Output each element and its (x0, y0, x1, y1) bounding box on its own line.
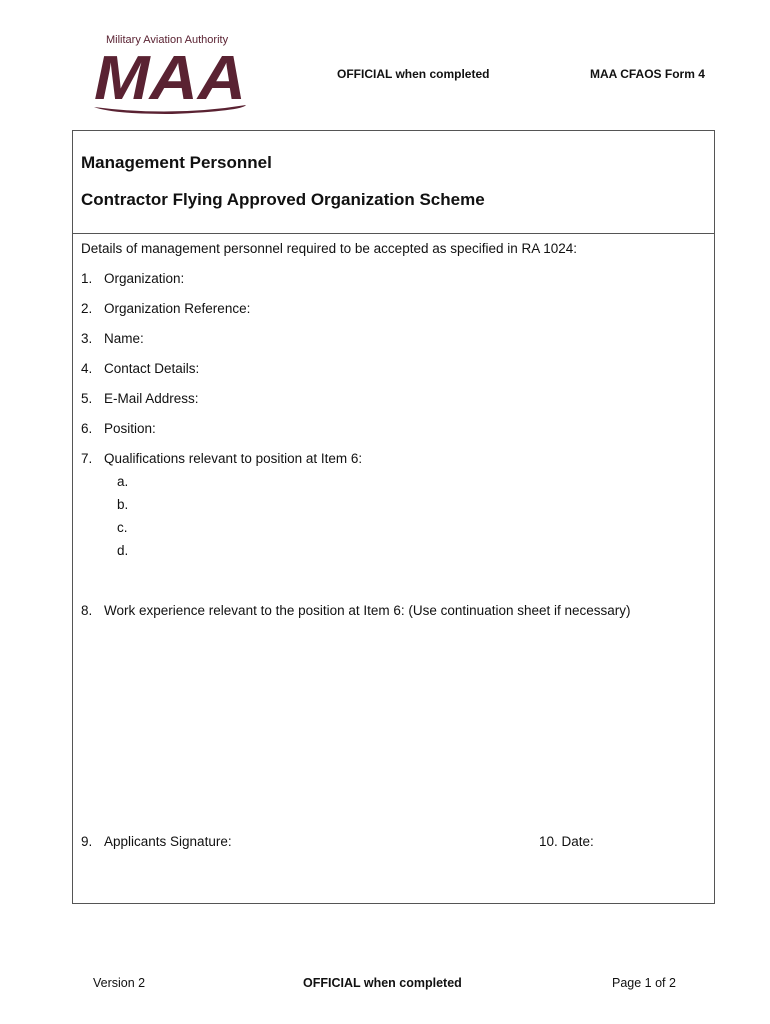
item-label: Position: (104, 421, 156, 436)
item-number: 6. (81, 421, 93, 436)
item-label: E-Mail Address: (104, 391, 199, 406)
maa-logo (92, 34, 252, 116)
footer-official-marking: OFFICIAL when completed (303, 976, 462, 990)
header-official-marking: OFFICIAL when completed (337, 67, 490, 81)
item-number: 2. (81, 301, 93, 316)
field-contact-details[interactable] (81, 361, 199, 376)
title-block (73, 131, 714, 234)
item-number: 7. (81, 451, 93, 466)
item-label: Work experience relevant to the position at Item 6: (Use continuation sheet if necessary) (104, 603, 631, 618)
item-number: 9. (81, 834, 93, 849)
header-form-id: MAA CFAOS Form 4 (590, 67, 705, 81)
field-name[interactable] (81, 331, 144, 346)
item-label: Name: (104, 331, 144, 346)
form-subtitle: Contractor Flying Approved Organization Scheme (81, 190, 485, 209)
form-frame (72, 130, 715, 904)
field-email-address[interactable] (81, 391, 199, 406)
item-label: Contact Details: (104, 361, 200, 376)
field-organization-reference[interactable] (81, 301, 250, 316)
qualification-d[interactable]: d. (117, 543, 129, 558)
item-label: Qualifications relevant to position at Item 6: (104, 451, 363, 466)
footer-page-number: Page 1 of 2 (612, 976, 676, 990)
field-organization[interactable] (81, 271, 184, 286)
item-number: 4. (81, 361, 93, 376)
svg-text:MAA: MAA (94, 47, 246, 113)
qualification-a[interactable]: a. (117, 474, 129, 489)
field-date[interactable]: 10. Date: (539, 834, 594, 849)
item-label: Organization Reference: (104, 301, 251, 316)
qualification-b[interactable]: b. (117, 497, 129, 512)
qualification-c[interactable]: c. (117, 520, 128, 535)
item-number: 5. (81, 391, 93, 406)
form-title: Management Personnel (81, 153, 272, 172)
item-label: Organization: (104, 271, 185, 286)
item-number: 3. (81, 331, 93, 346)
footer-version: Version 2 (93, 976, 146, 990)
item-label: Applicants Signature: (104, 834, 232, 849)
maa-wordmark (92, 47, 252, 115)
item-number: 1. (81, 271, 93, 286)
field-applicant-signature[interactable] (81, 834, 232, 849)
field-work-experience[interactable] (81, 603, 631, 618)
logo-caption: Military Aviation Authority (106, 34, 229, 46)
field-qualifications[interactable] (81, 451, 362, 466)
field-position[interactable] (81, 421, 156, 436)
item-number: 8. (81, 603, 93, 618)
intro-text: Details of management personnel required to be accepted as specified in RA 1024: (81, 241, 578, 256)
